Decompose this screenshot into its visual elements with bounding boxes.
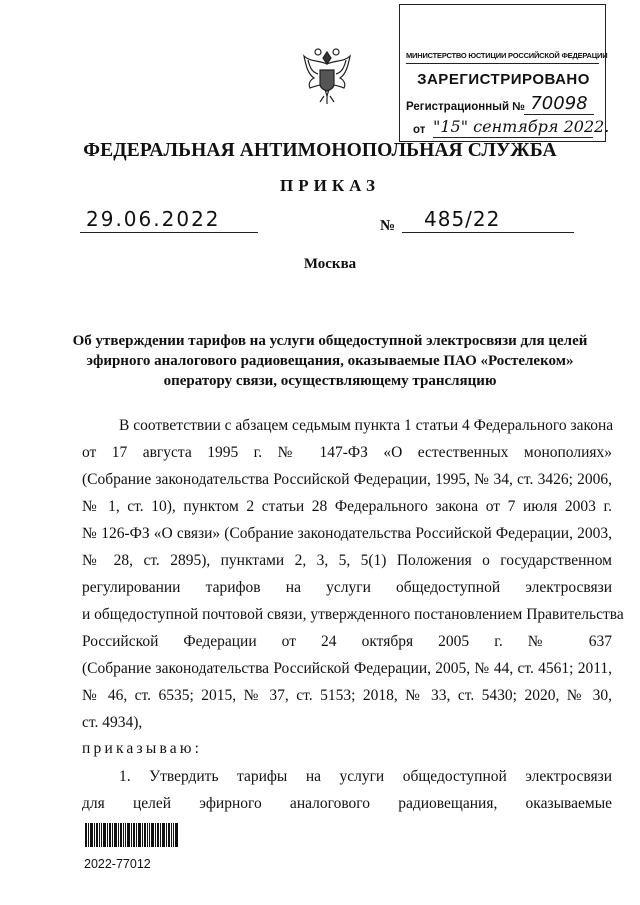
body-line: от 17 августа 1995 г. № 147-ФЗ «О естественных монополиях» xyxy=(82,444,612,461)
order-subject xyxy=(60,331,600,391)
stamp-date-prefix: от xyxy=(413,124,426,136)
item-line: 1. Утвердить тарифы на услуги общедоступной электросвязи xyxy=(119,768,612,785)
coat-of-arms-emblem-icon xyxy=(298,44,356,106)
body-line: регулировании тарифов на услуги общедоступной электросвязи xyxy=(82,579,612,596)
body-line: В соответствии с абзацем седьмым пункта 1 статьи 4 Федерального закона xyxy=(119,417,614,434)
body-line: № 28, ст. 2895), пунктами 2, 3, 5, 5(1) Положения о государственном xyxy=(82,552,612,569)
order-word: приказываю: xyxy=(82,740,203,757)
body-line: № 1, ст. 10), пунктом 2 статьи 28 Федерального закона от 7 июля 2003 г. xyxy=(82,498,612,515)
order-number: 485/22 xyxy=(402,206,574,233)
body-line: и общедоступной почтовой связи, утвержденного постановлением Правительства xyxy=(82,606,624,623)
order-date: 29.06.2022 xyxy=(80,206,258,233)
stamp-date: "15" сентября 2022. xyxy=(433,117,610,136)
body-line: ст. 4934), xyxy=(82,714,143,731)
subject-line: Об утверждении тарифов на услуги общедоступной электросвязи для целей xyxy=(72,333,588,349)
stamp-reg-number: 70098 xyxy=(524,94,594,115)
order-number-label: № xyxy=(380,218,396,234)
barcode-icon xyxy=(85,823,178,847)
body-line: (Собрание законодательства Российской Федерации, 2005, № 44, ст. 4561; 2011, xyxy=(82,660,612,677)
document-type: ПРИКАЗ xyxy=(280,176,380,195)
document-code: 2022-77012 xyxy=(84,857,151,871)
item-line: для целей эфирного аналогового радиовещания, оказываемые xyxy=(82,795,612,812)
body-line: Российской Федерации от 24 октября 2005 г. № 637 xyxy=(82,633,612,650)
subject-line: оператору связи, осуществляющему трансляцию xyxy=(163,373,497,389)
city: Москва xyxy=(303,256,357,272)
agency-title: ФЕДЕРАЛЬНАЯ АНТИМОНОПОЛЬНАЯ СЛУЖБА xyxy=(83,140,557,161)
body-line: № 46, ст. 6535; 2015, № 37, ст. 5153; 2018, № 33, ст. 5430; 2020, № 30, xyxy=(82,687,612,704)
body-line: № 126-ФЗ «О связи» (Собрание законодательства Российской Федерации, 2003, xyxy=(82,525,612,542)
body-line: (Собрание законодательства Российской Федерации, 1995, № 34, ст. 3426; 2006, xyxy=(82,471,612,488)
stamp-ministry: МИНИСТЕРСТВО ЮСТИЦИИ РОССИЙСКОЙ ФЕДЕРАЦИИ xyxy=(406,51,608,60)
subject-line: эфирного аналогового радиовещания, оказываемые ПАО «Ростелеком» xyxy=(86,353,574,369)
stamp-registered: ЗАРЕГИСТРИРОВАНО xyxy=(417,71,590,88)
stamp-reg-label: Регистрационный № xyxy=(406,101,526,113)
stamp-divider xyxy=(406,63,599,64)
registration-stamp xyxy=(399,4,610,142)
